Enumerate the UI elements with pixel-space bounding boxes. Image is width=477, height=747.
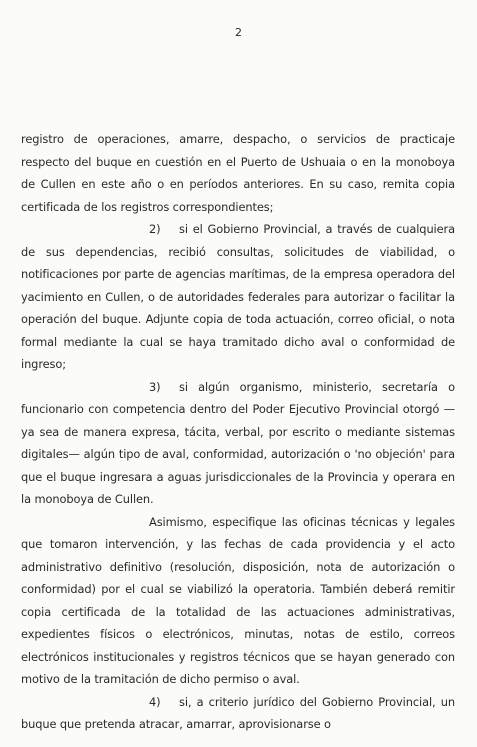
paragraph-continuation: registro de operaciones, amarre, despacho, o servicios de practicaje respecto del buque en cuestión en el Puerto de Ushuaia o en la monoboya de Cullen en este año o en períodos anteriores. En su caso, remita copia certificada de los registros correspondientes; — [21, 132, 455, 214]
item-number: 2) — [149, 222, 161, 236]
paragraph-item-4 — [21, 691, 455, 736]
document-body — [21, 128, 455, 736]
item-number: 3) — [149, 379, 161, 394]
item-number: 4) — [149, 694, 161, 709]
item-text: si, a criterio jurídico del Gobierno Provincial, un buque que pretenda atracar, amarrar, aprovisionarse o — [21, 694, 455, 731]
item-text: si algún organismo, ministerio, secretaría o funcionario con competencia dentro del Poder Ejecutivo Provincial otorgó —ya sea de manera expresa, tácita, verbal, por escrito o mediante sistemas digitales— algún tipo de aval, conformidad, autorización o 'no objeción' para que el buque ingresara a aguas jurisdiccionales de la Provincia y operara en la monoboya de Cullen. — [21, 379, 455, 506]
item-text: si el Gobierno Provincial, a través de cualquiera de sus dependencias, recibió consultas, solicitudes de viabilidad, o notificaciones por parte de agencias marítimas, de la empresa operadora del yacimiento en Cullen, o de autoridades federales para autorizar o facilitar la operación del buque. Adjunte copia de toda actuación, correo oficial, o nota formal mediante la cual se haya tramitado dicho aval o conformidad de ingreso; — [21, 222, 455, 371]
paragraph-asimismo: Asimismo, especifique las oficinas técnicas y legales que tomaron intervención, y las fechas de cada providencia y el acto administrativo definitivo (resolución, disposición, nota de autorización o conformidad) por el cual se viabilizó la operatoria. También deberá remitir copia certificada de la totalidad de las actuaciones administrativas, expedientes físicos o electrónicos, minutas, notas de estilo, correos electrónicos institucionales y registros técnicos que se hayan generado con motivo de la tramitación de dicho permiso o aval. — [21, 514, 455, 686]
paragraph-item-3 — [21, 376, 455, 511]
paragraph-item-2 — [21, 218, 455, 376]
page-number: 2 — [235, 26, 242, 39]
